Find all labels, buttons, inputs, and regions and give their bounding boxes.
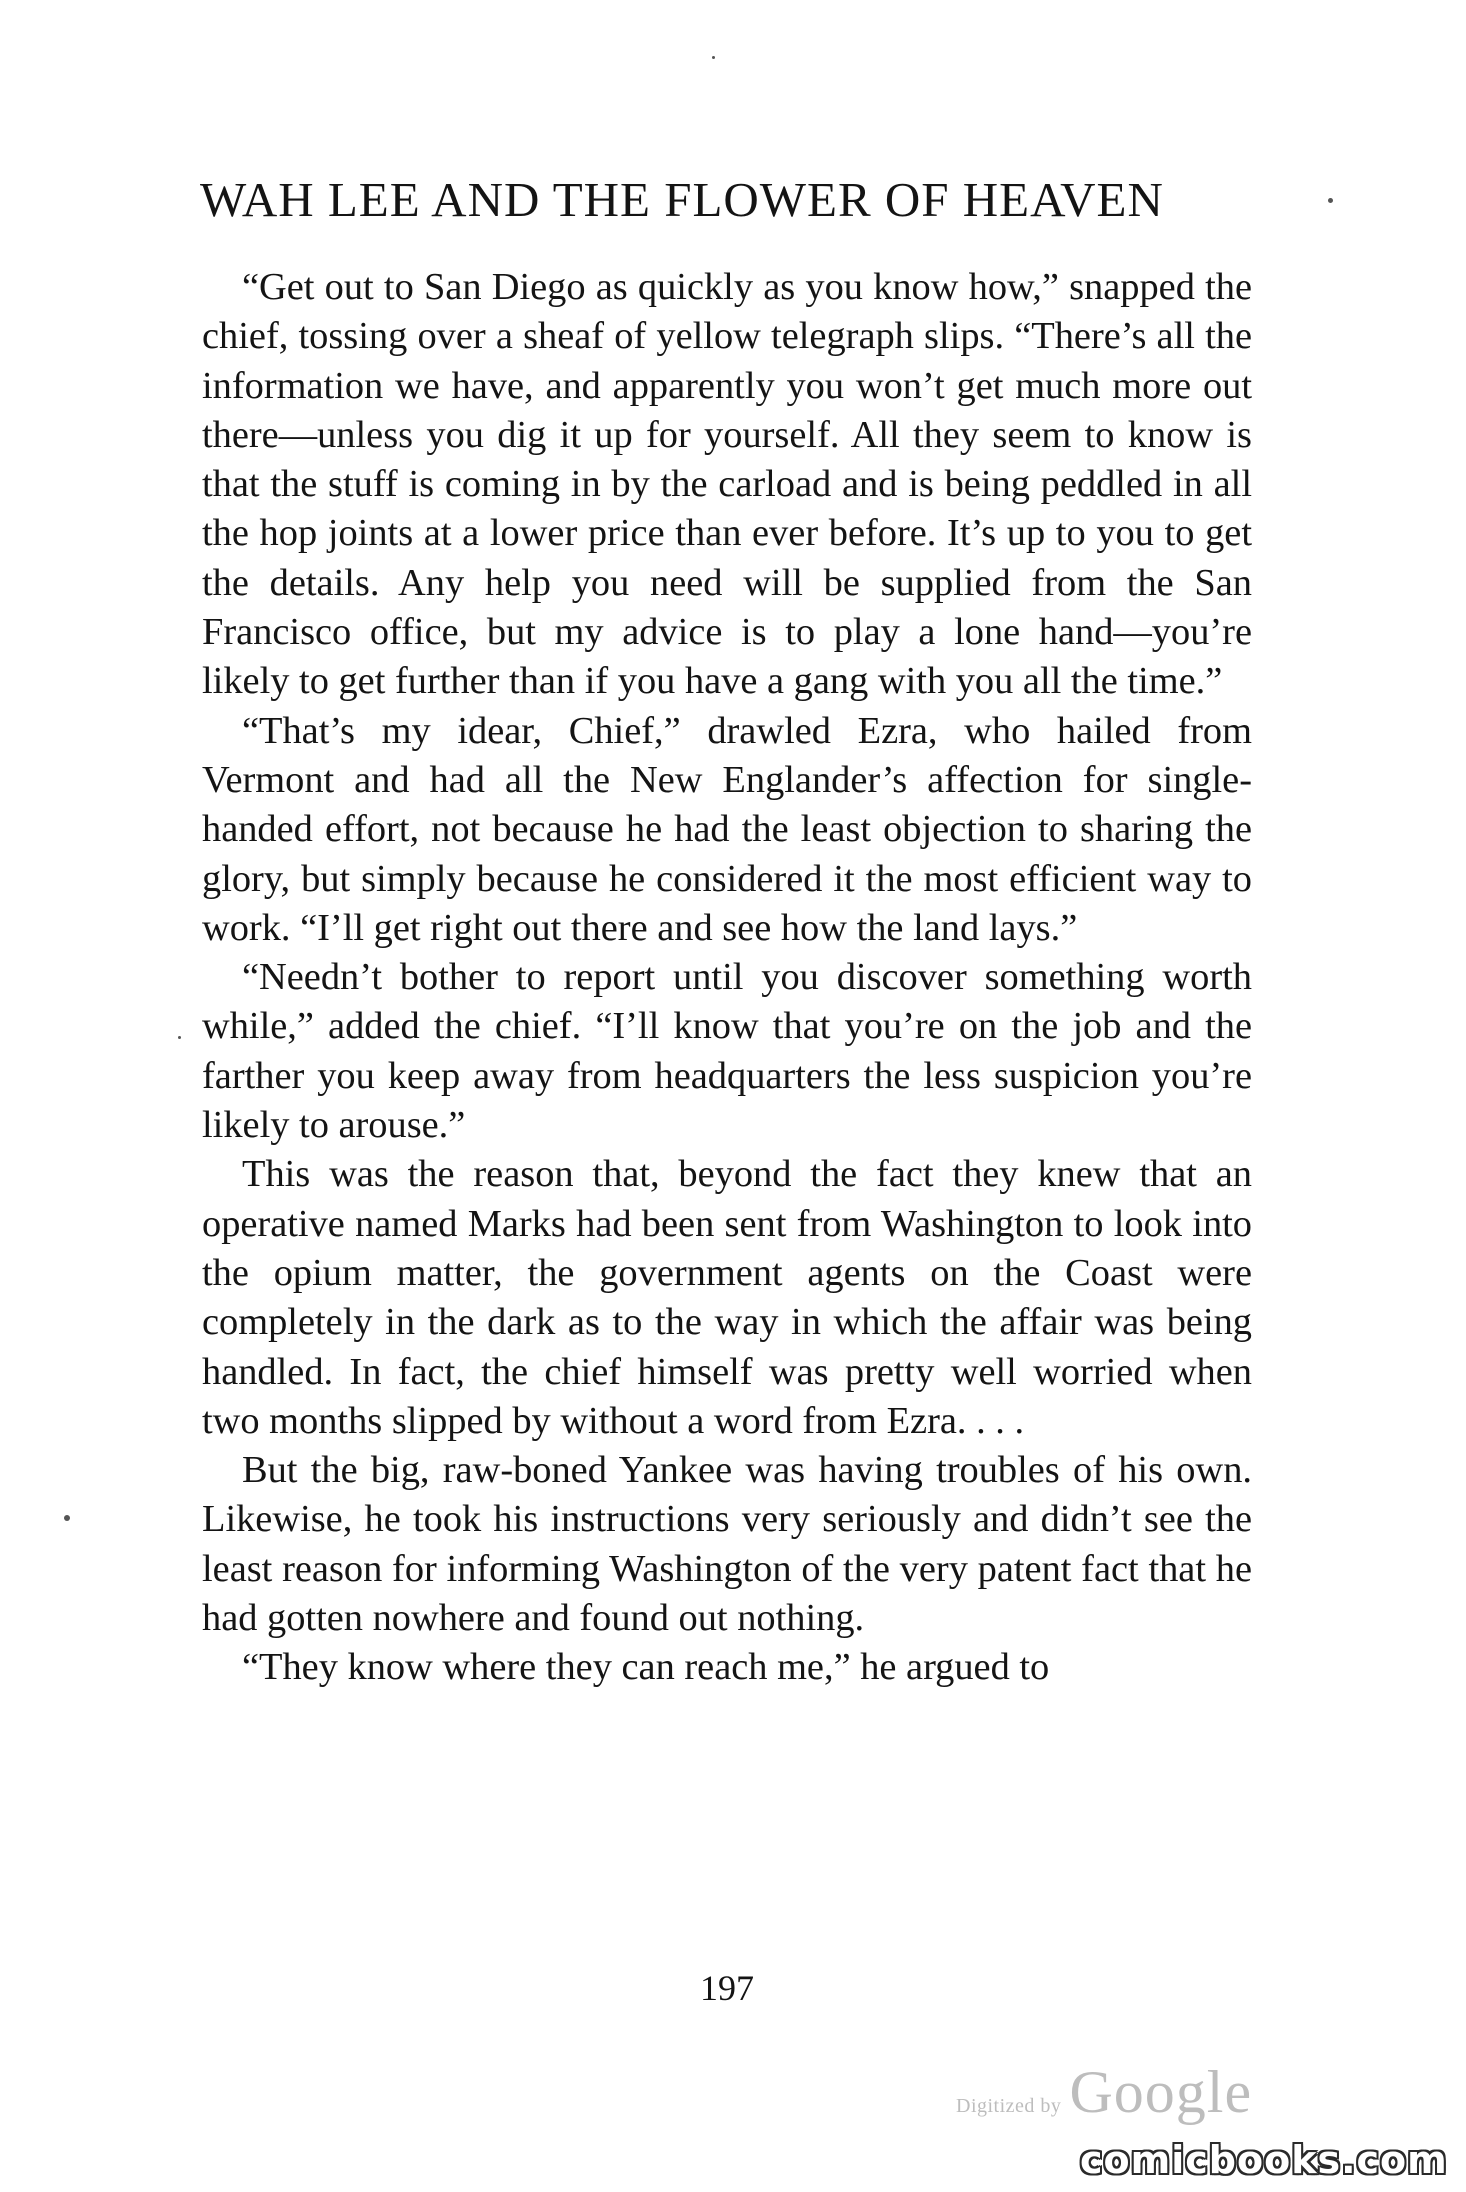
paragraph: But the big, raw-boned Yankee was having troubles of his own. Likewise, he took his instructions very seriously and didn’t see the least reason for informing Washington of the very patent fact that he had gotten nowhere and found out nothing. [202,1449,1252,1640]
page-title: WAH LEE AND THE FLOWER OF HEAVEN [200,172,1164,227]
paragraph: This was the reason that, beyond the fact they knew that an operative named Marks had been sent from Washington to look into the opium matter, the government agents on the Coast were completely in the dark as to the way in which the affair was being handled. In fact, the chief himself was pretty well worried when two months slipped by without a word from Ezra. . . . [202,1153,1252,1442]
scan-speck [178,1036,181,1039]
google-logo-text: Google [1069,2059,1253,2125]
paragraph: “That’s my idear, Chief,” drawled Ezra, who hailed from Vermont and had all the New Englander’s affection for single-handed effort, not because he had the least objection to sharing the glory, but simply because he considered it the most efficient way to work. “I’ll get right out there and see how the land lays.” [202,709,1252,949]
page-number: 197 [700,1968,754,2008]
scan-speck [712,56,715,59]
digitized-prefix: Digitized by [956,2095,1062,2117]
site-watermark: comicbooks.com [1080,2138,1448,2182]
paragraph: “Get out to San Diego as quickly as you know how,” snapped the chief, tossing over a sheaf of yellow telegraph slips. “There’s all the information we have, and apparently you won’t get much more out there—unless you dig it up for yourself. All they seem to know is that the stuff is coming in by the carload and is being peddled in all the hop joints at a lower price than ever before. It’s up to you to get the details. Any help you need will be supplied from the San Francisco office, but my advice is to play a lone hand—you’re likely to get further than if you have a gang with you all the time.” [202,266,1252,703]
scan-speck [64,1515,70,1521]
body-text [202,263,1252,1693]
paragraph: “Needn’t bother to report until you discover something worth while,” added the chief. “I’ll know that you’re on the job and the farther you keep away from headquarters the less suspicion you’re likely to arouse.” [202,956,1252,1147]
digitized-by-google-mark [956,2058,1252,2127]
paragraph: “They know where they can reach me,” he argued to [242,1646,1050,1689]
scan-speck [1328,198,1333,203]
